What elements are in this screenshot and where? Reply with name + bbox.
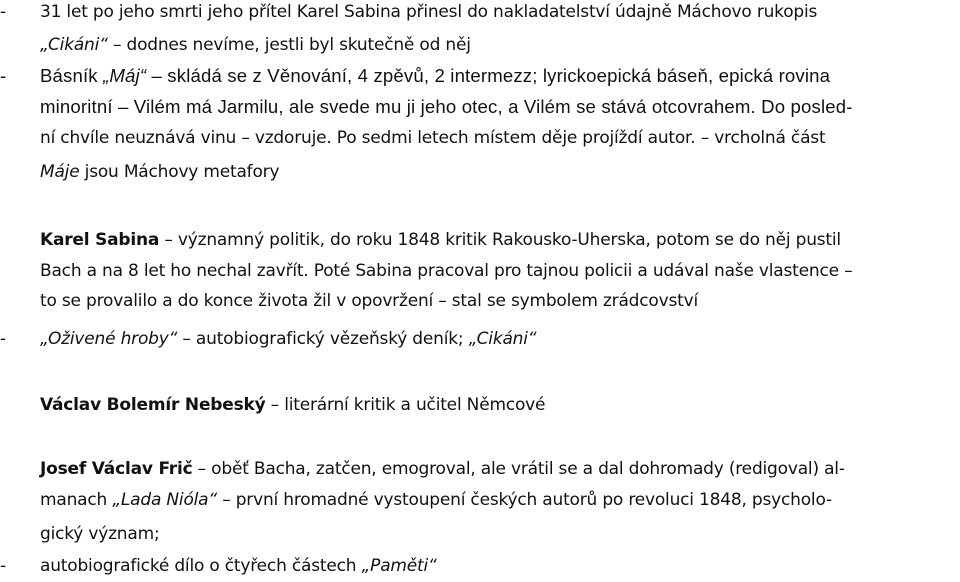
line-text: ní chvíle neuznává vinu – vzdoruje. Po sedmi letech místem děje projíždí autor. – vrcholná část [40,128,826,148]
line-text: – první hromadné vystoupení českých autorů po revoluci 1848, psycholo- [217,490,832,510]
line-text: to se provalilo a do konce života žil v opovržení – stal se symbolem zrádcovství [40,291,698,311]
line-text: – skládá se z Věnování, 4 zpěvů, 2 intermezz; lyrickoepická báseň, epická rovina [146,65,831,86]
line-text-group [40,61,830,91]
line-text: Básník [40,65,104,86]
bullet-dash: - [0,329,6,349]
name-vaclav-bolemir-nebesky: Václav Bolemír Nebeský [40,395,266,415]
title-cikani: „Cikáni“ [40,35,108,55]
bullet-dash: - [0,2,6,22]
line-text-group [40,157,279,187]
line-text-group [40,485,832,515]
title-cikani: „Cikáni“ [468,329,537,349]
title-lada-niola: „Lada Nióla“ [112,490,217,510]
line-text: jsou Máchovy metafory [79,162,280,182]
line-text: minoritní – Vilém má Jarmilu, ale svede mu ji jeho otec, a Vilém se stává otcovrahem. Do posled- [40,96,853,117]
line-text: gický význam; [40,524,160,544]
line-text-group [40,390,545,420]
line-text: – oběť Bacha, zatčen, emogroval, ale vrátil se a dal dohromady (redigoval) al- [192,459,845,479]
name-karel-sabina: Karel Sabina [40,230,160,250]
line-text-group [40,30,471,60]
bullet-dash: - [0,65,7,86]
line-text-group [40,454,845,484]
line-text-group [40,551,437,581]
title-maje: Máje [40,162,80,182]
line-text: autobiografické dílo o čtyřech částech [40,556,362,576]
line-text: manach [40,490,113,510]
line-text: – autobiografický vězeňský deník; [177,329,469,349]
line-text: – literární kritik a učitel Němcové [265,395,546,415]
title-maj: „Máj“ [103,65,147,86]
line-text: – významný politik, do roku 1848 kritik Rakousko-Uherska, potom se do něj pustil [159,230,841,250]
line-text: – dodnes nevíme, jestli byl skutečně od něj [107,35,471,55]
line-text-group [40,225,841,255]
bullet-dash: - [0,556,6,576]
title-ozivene-hroby: „Oživené hroby“ [40,329,178,349]
line-text-group [40,324,536,354]
name-josef-vaclav-fric: Josef Václav Frič [40,459,193,479]
line-text: 31 let po jeho smrti jeho přítel Karel Sabina přinesl do nakladatelství údajně Máchovo rukopis [40,2,818,22]
title-pameti: „Paměti“ [361,556,437,576]
line-text: Bach a na 8 let ho nechal zavřít. Poté Sabina pracoval pro tajnou policii a udával naše vlastence – [40,261,853,281]
